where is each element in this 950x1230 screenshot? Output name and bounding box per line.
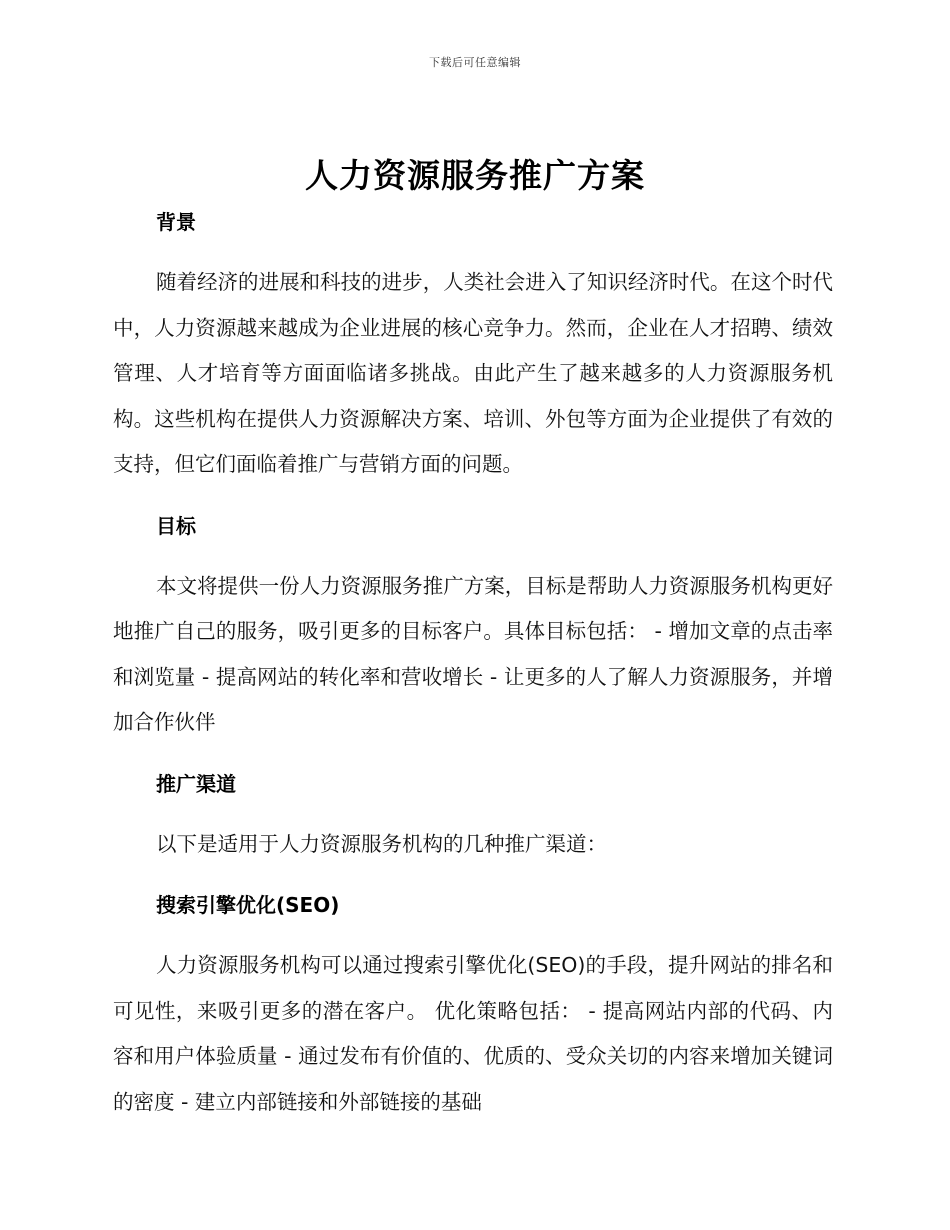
document-body xyxy=(113,206,833,1125)
document-title: 人力资源服务推广方案 xyxy=(305,156,645,195)
section-paragraph-background: 随着经济的进展和科技的进步，人类社会进入了知识经济时代。在这个时代中，人力资源越来越成为企业进展的核心竞争力。然而，企业在人才招聘、绩效管理、人才培育等方面面临诸多挑战。由此产生了越来越多的人力资源服务机构。这些机构在提供人力资源解决方案、培训、外包等方面为企业提供了有效的支持，但它们面临着推广与营销方面的问题。 xyxy=(113,270,833,476)
section-channels xyxy=(113,768,833,890)
section-paragraph-goals: 本文将提供一份人力资源服务推广方案，目标是帮助人力资源服务机构更好地推广自己的服务，吸引更多的目标客户。具体目标包括： - 增加文章的点击率和浏览量 - 提高网站的转化率和营收增长 - 让更多的人了解人力资源服务，并增加合作伙伴 xyxy=(113,573,833,734)
section-paragraph-channels: 以下是适用于人力资源服务机构的几种推广渠道： xyxy=(156,831,607,856)
section-paragraph-seo: 人力资源服务机构可以通过搜索引擎优化(SEO)的手段，提升网站的排名和可见性，来吸引更多的潜在客户。 优化策略包括： - 提高网站内部的代码、内容和用户体验质量 - 通过发布有价值的、优质的、受众关切的内容来增加关键词的密度 - 建立内部链接和外部链接的基础 xyxy=(113,953,833,1114)
section-heading-background: 背景 xyxy=(156,210,196,234)
section-heading-channels: 推广渠道 xyxy=(156,771,236,796)
section-heading-goals: 目标 xyxy=(156,513,196,538)
header-note: 下载后可任意编辑 xyxy=(429,56,521,69)
section-goals xyxy=(113,510,833,768)
section-heading-seo: 搜索引擎优化(SEO) xyxy=(156,893,340,917)
section-background xyxy=(113,206,833,510)
section-seo xyxy=(113,889,833,1125)
